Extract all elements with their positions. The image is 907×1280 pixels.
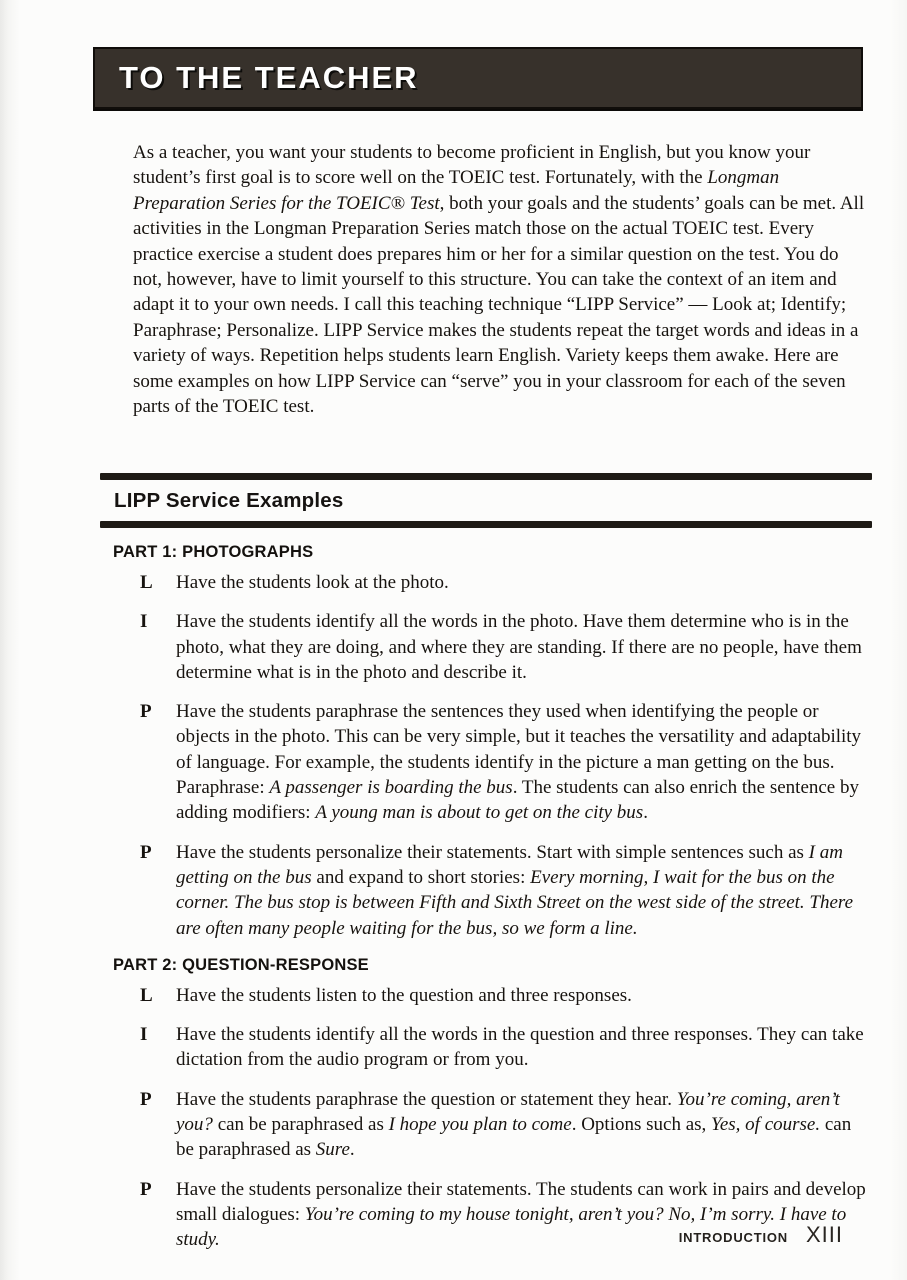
bottom-rule	[100, 521, 872, 528]
italic-example: Sure	[315, 1139, 350, 1161]
lipp-item-text	[176, 570, 872, 595]
text-segment: Have the students look at the photo.	[176, 572, 449, 593]
text-segment: .	[349, 1139, 355, 1161]
italic-example: I hope you plan to come	[388, 1114, 572, 1136]
lipp-item	[140, 609, 872, 685]
part-section	[100, 543, 872, 941]
text-segment: and expand to short stories:	[311, 866, 531, 888]
italic-example: A young man is about to get on the city bus	[315, 802, 644, 824]
intro-text-segment: , both your goals and the students’ goals can be met. All activities in the Longman Preparation Series match those on the actual TOEIC test. Every practice exercise a student does prepares him or her for a similar question on the test. You do not, however, have to limit yourself to this structure. You can take the context of an item and adapt it to your own needs. I call this teaching technique “LIPP Service” — Look at; Identify; Paraphrase; Personalize. LIPP Service makes the students repeat the target words and ideas in a variety of ways. Repetition helps students learn English. Variety keeps them awake. Here are some examples on how LIPP Service can “serve” you in your classroom for each of the seven parts of the TOEIC test.	[133, 192, 865, 418]
lipp-item-text	[176, 1022, 872, 1073]
italic-example: Every morning, I wait for the bus on the corner. The bus stop is between Fifth and Sixth Street on the west side of the street. There are often many people waiting for the bus, so we form a line.	[176, 866, 854, 939]
lipp-letter: I	[140, 611, 148, 633]
text-segment: Have the students listen to the question and three responses.	[176, 984, 632, 1006]
text-segment: Have the students paraphrase the question or statement they hear.	[176, 1088, 677, 1110]
text-segment: Have the students identify all the words in the photo. Have them determine who is in the photo, what they are doing, and where they are standing. If there are no people, have them determine what is in the photo and describe it.	[176, 611, 862, 683]
part-heading: PART 1: PHOTOGRAPHS	[113, 543, 314, 561]
title-banner	[93, 47, 863, 109]
lipp-letter: P	[140, 701, 152, 723]
italic-example: Yes, of course.	[711, 1114, 821, 1136]
text-segment: . The students can also enrich the sentence by adding modifiers:	[176, 777, 859, 824]
italic-example: I am getting on the bus	[176, 841, 843, 888]
page-title: TO THE TEACHER	[119, 60, 419, 95]
italic-example: A passenger is boarding the bus	[269, 777, 513, 799]
intro-text-segment: As a teacher, you want your students to become proficient in English, but you know your student’s first goal is to score well on the TOEIC test. Fortunately, with the	[133, 142, 811, 189]
lipp-item	[140, 699, 872, 825]
text-segment: .	[643, 802, 648, 824]
intro-italic-segment: Longman Preparation Series for the TOEIC® Test	[133, 167, 780, 214]
footer-page-number: XIII	[805, 1222, 843, 1247]
italic-example: You’re coming to my house tonight, aren’t you? No, I’m sorry. I have to study.	[176, 1203, 847, 1251]
lipp-item-text	[176, 699, 872, 825]
italic-example: You’re coming, aren’t you?	[176, 1088, 840, 1136]
text-segment: can be paraphrased as	[176, 1114, 852, 1161]
lipp-item-text	[176, 609, 872, 685]
lipp-letter: P	[140, 1178, 152, 1200]
part-heading: PART 2: QUESTION-RESPONSE	[113, 955, 369, 974]
lipp-letter: P	[140, 1088, 152, 1110]
lipp-letter: P	[140, 841, 152, 863]
part-section	[100, 956, 872, 1253]
lipp-letter: L	[140, 984, 153, 1006]
intro-paragraph	[133, 140, 866, 419]
text-segment: . Options such as,	[571, 1114, 712, 1136]
top-rule	[100, 473, 872, 480]
examples-heading: LIPP Service Examples	[114, 489, 344, 512]
text-segment: Have the students personalize their statements. Start with simple sentences such as	[176, 841, 809, 863]
parts-container	[100, 543, 872, 1253]
text-segment: can be paraphrased as	[212, 1114, 389, 1136]
lipp-examples-section	[100, 473, 872, 1267]
lipp-item	[140, 570, 872, 595]
lipp-item	[140, 983, 872, 1008]
page-footer	[679, 1222, 843, 1248]
lipp-item	[140, 840, 872, 941]
lipp-item-text	[176, 840, 872, 941]
lipp-item-text	[176, 1087, 872, 1163]
text-segment: Have the students personalize their statements. The students can work in pairs and develop small dialogues:	[176, 1178, 866, 1225]
lipp-item-text	[176, 983, 872, 1008]
lipp-item	[140, 1022, 872, 1073]
lipp-item	[140, 1087, 872, 1163]
lipp-letter: L	[140, 572, 153, 593]
lipp-letter: I	[140, 1024, 148, 1046]
text-segment: Have the students identify all the words in the question and three responses. They can take dictation from the audio program or from you.	[176, 1024, 864, 1071]
footer-section-label: INTRODUCTION	[678, 1230, 788, 1245]
text-segment: Have the students paraphrase the sentences they used when identifying the people or objects in the photo. This can be very simple, but it teaches the versatility and adaptability of language. For example, the students identify in the picture a man getting on the bus. Paraphrase:	[176, 701, 862, 799]
